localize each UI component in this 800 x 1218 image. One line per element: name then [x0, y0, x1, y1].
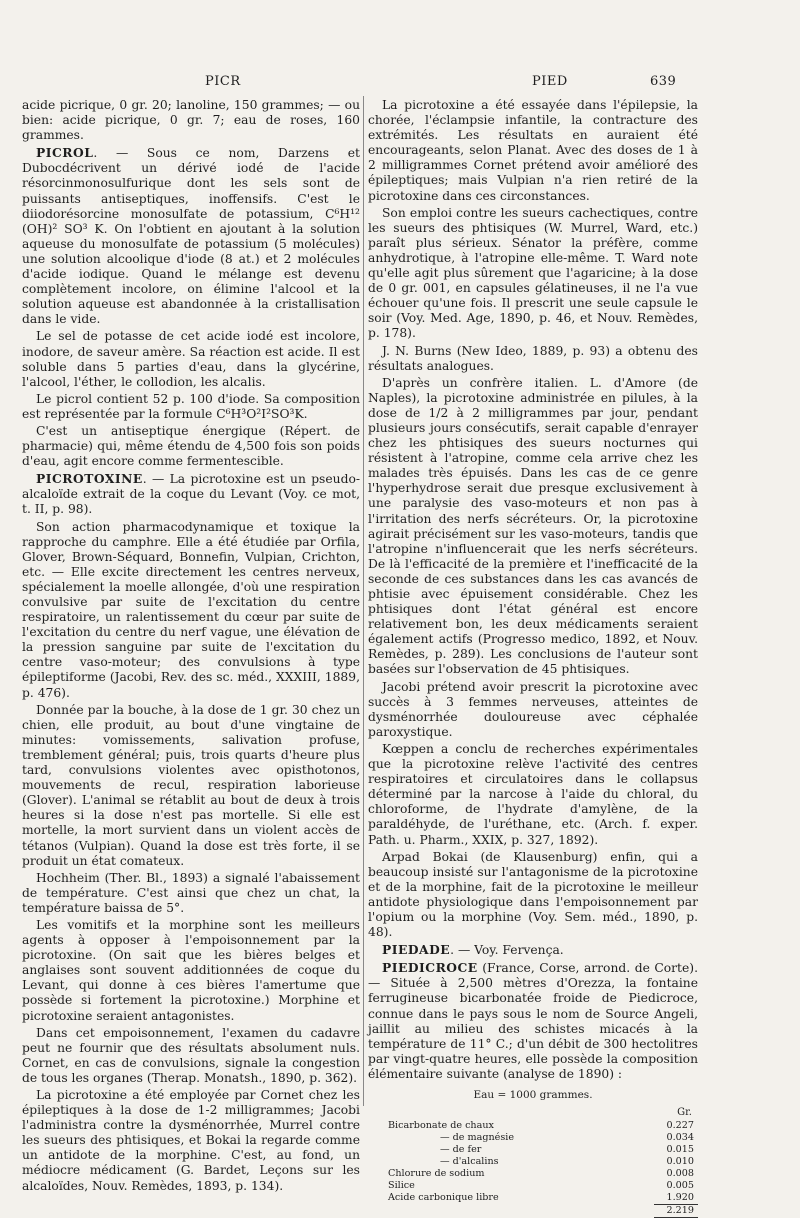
- paragraph: C'est un antiseptique énergique (Répert. de pharmacie) qui, même étendu de 4,500 fois son poids d'eau, agit encore comme fermentescible.: [22, 423, 360, 469]
- row-name: Bicarbonate de chaux: [388, 1120, 494, 1132]
- row-value: 0.008: [666, 1168, 694, 1180]
- table-total-row: [368, 1205, 698, 1218]
- paragraph: Les vomitifs et la morphine sont les meilleurs agents à opposer à l'empoisonnement par la picrotoxine. (On sait que les bières belges et anglaises sont souvent additionnées de coque du Levant, qui donne à ces bières l'amertume que possède si fortement la picrotoxine.) Morphine et picrotoxine seraient antagonistes.: [22, 917, 360, 1023]
- row-value: 0.227: [666, 1120, 694, 1132]
- row-name: Silice: [388, 1180, 415, 1192]
- row-value: 0.010: [666, 1156, 694, 1168]
- table-row: [368, 1156, 698, 1168]
- running-head-left: PICR: [205, 74, 241, 89]
- entry-picrol: PICROL. — Sous ce nom, Darzens et Dubocdécrivent un dérivé iodé de l'acide résorcinmonosulfurique dont les sels sont de puissants antiseptiques, inoffensifs. C'est le diiodorésorcine monosulfate de potassium, C⁶H¹² (OH)² SO³ K. On l'obtient en ajoutant à la solution aqueuse du monosulfate de potassium (5 molécules) une solution alcoolique d'iode (8 at.) et 2 molécules d'acide iodique. Quand le mélange est devenu complètement incolore, on élimine l'alcool et la solution aqueuse est abandonnée à la cristallisation dans le vide.: [22, 145, 360, 327]
- paragraph: Hochheim (Ther. Bl., 1893) a signalé l'abaissement de température. C'est ainsi que chez un chat, la température baissa de 5°.: [22, 870, 360, 915]
- paragraph: Arpad Bokai (de Klausenburg) enfin, qui a beaucoup insisté sur l'antagonisme de la picrotoxine et de la morphine, fait de la picrotoxine le meilleur antidote physiologique dans l'empoisonnement par l'opium ou la morphine (Voy. Sem. méd., 1890, p. 48).: [368, 849, 698, 940]
- entry-head-term: PICROL: [36, 145, 94, 161]
- entry-head-term: PIEDADE: [382, 942, 451, 958]
- page-number: 639: [650, 74, 677, 89]
- paragraph: La picrotoxine a été employée par Cornet chez les épileptiques à la dose de 1-2 milligrammes; Jacobi l'administra contre la dysménorrhée, Murrel contre les sueurs des phtisiques, et Bokai la regarde comme un antidote de la morphine. C'est, au fond, un médiocre médicament (G. Bardet, Leçons sur les alcaloïdes, Nouv. Remèdes, 1893, p. 134).: [22, 1088, 360, 1193]
- table-title: Eau = 1000 grammes.: [473, 1089, 593, 1101]
- row-name: — de fer: [440, 1144, 482, 1156]
- paragraph: Son emploi contre les sueurs cachectiques, contre les sueurs des phtisiques (W. Murrel, Ward, etc.) paraît plus sérieux. Sénator la préfère, comme anhydrotique, à l'atropine elle-même. T. Ward note qu'elle agit plus sûrement que l'agaricine; à la dose de 0 gr. 001, en capsules gélatineuses, il ne l'a vue échouer qu'une fois. Il prescrit une seule capsule le soir (Voy. Med. Age, 1890, p. 46, et Nouv. Remèdes, p. 178).: [368, 205, 698, 341]
- entry-piedade: PIEDADE. — Voy. Fervença.: [382, 942, 564, 958]
- entry-head-term: PICROTOXINE: [36, 471, 143, 487]
- running-head-center: PIED: [532, 74, 568, 89]
- row-value: 0.034: [666, 1132, 694, 1144]
- paragraph: Donnée par la bouche, à la dose de 1 gr. 30 chez un chien, elle produit, au bout d'une vingtaine de minutes: vomissements, salivation profuse, tremblement général; puis, trois quarts d'heure plus tard, convulsions violentes avec opisthotonos, mouvements de recul, respiration laborieuse (Glover). L'animal se rétablit au bout de deux à trois heures si la dose n'est pas mortelle. Si elle est mortelle, la mort survient dans un violent accès de tétanos (Vulpian). Quand la dose est très forte, il se produit un état comateux.: [22, 702, 360, 868]
- row-name: Acide carbonique libre: [388, 1192, 499, 1204]
- row-name: — d'alcalins: [440, 1156, 499, 1168]
- entry-picrotoxine: PICROTOXINE. — La picrotoxine est un pseudo-alcaloïde extrait de la coque du Levant (Voy. ce mot, t. II, p. 98).: [22, 471, 360, 517]
- row-value: 1.920: [666, 1192, 694, 1204]
- paragraph: acide picrique, 0 gr. 20; lanoline, 150 grammes; — ou bien: acide picrique, 0 gr. 7; eau de roses, 160 grammes.: [22, 98, 360, 143]
- table-unit: Gr.: [677, 1107, 692, 1119]
- paragraph: La picrotoxine a été essayée dans l'épilepsie, la chorée, l'éclampsie infantile, la contracture des extrémités. Les résultats en auraient été encourageants, selon Planat. Avec des doses de 1 à 2 milligrammes Cornet prétend avoir amélioré des épileptiques; mais Vulpian n'a rien retiré de la picrotoxine dans ces circonstances.: [368, 98, 698, 203]
- paragraph: Kœppen a conclu de recherches expérimentales que la picrotoxine relève l'activité des centres respiratoires et circulatoires dans le collapsus déterminé par la narcose à l'aide du chloral, du chloroforme, de l'hydrate d'amylène, de la paraldéhyde, de l'uréthane, etc. (Arch. f. exper. Path. u. Pharm., XXIX, p. 327, 1892).: [368, 741, 698, 847]
- table-row: [368, 1168, 698, 1180]
- left-column: [22, 98, 360, 1196]
- right-column: [368, 98, 698, 1218]
- paragraph: J. N. Burns (New Ideo, 1889, p. 93) a obtenu des résultats analogues.: [368, 343, 698, 373]
- table-row: [368, 1120, 698, 1132]
- paragraph: Le sel de potasse de cet acide iodé est incolore, inodore, de saveur amère. Sa réaction est acide. Il est soluble dans 5 parties d'eau, dans la glycérine, l'alcool, l'éther, le collodion, les alcalis.: [22, 329, 360, 389]
- paragraph: D'après un confrère italien. L. d'Amore (de Naples), la picrotoxine administrée en pilules, à la dose de 1/2 à 2 milligrammes par jour, pendant plusieurs jours consécutifs, serait capable d'enrayer chez les phtisiques des sueurs nocturnes qui résistent à l'atropine, comme cela arrive chez les malades très épuisés. Dans les cas de ce genre l'hyperhydrose serait due presque exclusivement à une paralysie des vaso-moteurs et non pas à l'irritation des nerfs sécréteurs. Or, la picrotoxine agirait précisément sur les vaso-moteurs, tandis que l'atropine n'influencerait que les nerfs sécréteurs. De là l'efficacité de la première et l'inefficacité de la seconde de ces substances dans les cas avancés de phtisie avec épuisement considérable. Chez les phtisiques dont l'état général est encore relativement bon, les deux médicaments seraient également actifs (Progresso medico, 1892, et Nouv. Remèdes, p. 289). Les conclusions de l'auteur sont basées sur l'observation de 45 phtisiques.: [368, 375, 698, 677]
- total-value: 2.219: [654, 1205, 698, 1218]
- row-name: — de magnésie: [440, 1132, 514, 1144]
- column-divider: [363, 96, 364, 1106]
- row-value: 0.015: [666, 1144, 694, 1156]
- paragraph: Jacobi prétend avoir prescrit la picrotoxine avec succès à 3 femmes nerveuses, atteintes de dysménorrhée douloureuse avec céphalée paroxystique.: [368, 679, 698, 739]
- row-value: 0.005: [666, 1180, 694, 1192]
- entry-piedicroce: PIEDICROCE (France, Corse, arrond. de Corte). — Située à 2,500 mètres d'Orezza, la fontaine ferrugineuse bicarbonatée froide de Piedicroce, connue dans le pays sous le nom de Source Angeli, jaillit au milieu des schistes micacés à la température de 11° C.; d'un débit de 300 hectolitres par vingt-quatre heures, elle possède la composition élémentaire suivante (analyse de 1890) :: [368, 960, 698, 1081]
- row-name: Chlorure de sodium: [388, 1168, 485, 1180]
- row-name: [368, 1205, 654, 1218]
- paragraph: Son action pharmacodynamique et toxique la rapproche du camphre. Elle a été étudiée par Orfila, Glover, Brown-Séquard, Bonnefin, Vulpian, Crichton, etc. — Elle excite directement les centres nerveux, spécialement la moelle allongée, d'où une respiration convulsive par suite de l'excitation du centre respiratoire, un ralentissement du cœur par suite de l'excitation du centre du nerf vague, une élévation de la pression sanguine par suite de l'excitation du centre vaso-moteur; des convulsions à type épileptiforme (Jacobi, Rev. des sc. méd., XXXIII, 1889, p. 476).: [22, 519, 360, 700]
- table-row: [368, 1144, 698, 1156]
- paragraph: Le picrol contient 52 p. 100 d'iode. Sa composition est représentée par la formule C⁶H³O²I²SO³K.: [22, 391, 360, 421]
- entry-head-term: PIEDICROCE: [382, 960, 478, 976]
- table-row: [368, 1192, 698, 1205]
- table-row: [368, 1132, 698, 1144]
- table-row: [368, 1180, 698, 1192]
- composition-table: [368, 1120, 698, 1218]
- paragraph: Dans cet empoisonnement, l'examen du cadavre peut ne fournir que des résultats absolument nuls. Cornet, en cas de convulsions, signale la congestion de tous les organes (Therap. Monatsh., 1890, p. 362).: [22, 1025, 360, 1085]
